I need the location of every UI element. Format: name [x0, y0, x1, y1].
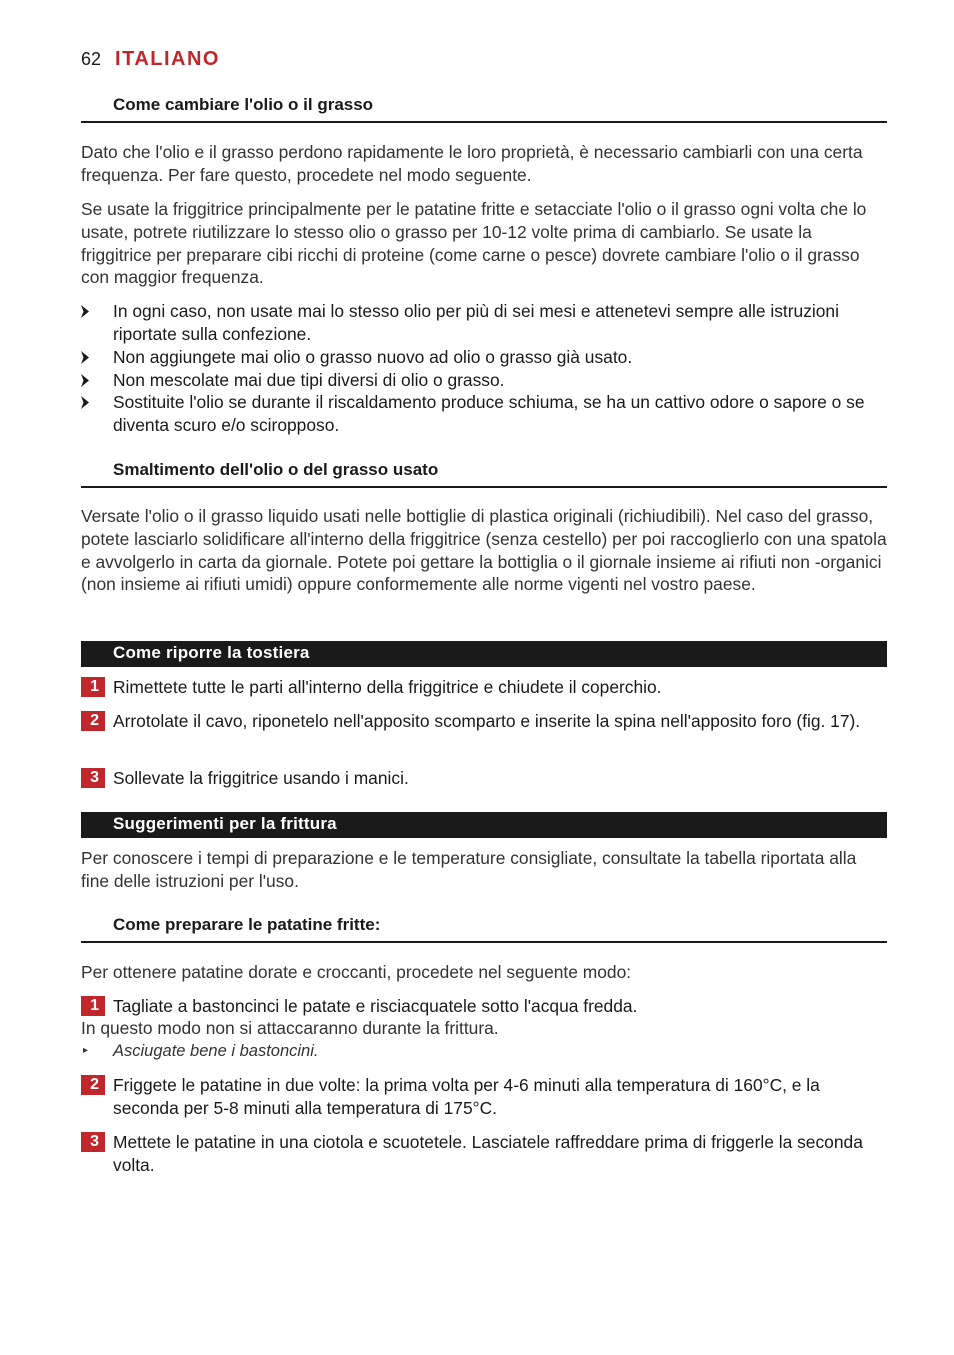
step-number-badge: 2	[81, 1075, 105, 1095]
paragraph: Versate l'olio o il grasso liquido usati nelle bottiglie di plastica originali (richiudibili). Nel caso del grasso, potete lasciarlo solidificare all'interno della friggitrice (senza cestello) per poi raccoglierlo con una spatola e avvolgerlo in carta da giornale. Potete poi gettare la bottiglia o il giornale insieme ai rifiuti non -organici (non insieme ai rifiuti umidi) oppure conformemente alle norme vigenti nel vostro paese.	[81, 506, 887, 595]
list-item	[81, 346, 887, 369]
step-item	[81, 710, 887, 733]
list-item-text: Sostituite l'olio se durante il riscaldamento produce schiuma, se ha un cattivo odore o sapore o se diventa scuro e/o sciropposo.	[113, 392, 865, 435]
step-item	[81, 995, 887, 1018]
page-number: 62	[81, 49, 102, 69]
section-heading-fries	[81, 915, 887, 945]
bullet-arrow-icon	[81, 374, 89, 387]
step-text: Tagliate a bastoncinci le patate e risciacquatele sotto l'acqua fredda.	[113, 996, 638, 1016]
bullet-arrow-icon	[81, 351, 89, 364]
section-heading-tips	[81, 812, 887, 838]
section-heading-disposal	[81, 460, 887, 490]
bullet-arrow-icon	[81, 396, 89, 409]
step-text: Mettete le patatine in una ciotola e scuotetele. Lasciatele raffreddare prima di friggerle la seconda volta.	[113, 1132, 863, 1175]
list-item-text: In ogni caso, non usate mai lo stesso olio per più di sei mesi e attenetevi sempre alle istruzioni riportate sulla confezione.	[113, 301, 839, 344]
list-item-text: Non mescolate mai due tipi diversi di olio o grasso.	[113, 370, 505, 390]
bullet-arrow-icon	[81, 305, 89, 318]
step-item	[81, 676, 887, 699]
heading-rule	[81, 941, 887, 943]
step-text: Arrotolate il cavo, riponetelo nell'apposito scomparto e inserite la spina nell'apposito foro (fig. 17).	[113, 711, 861, 731]
step-text: Friggete le patatine in due volte: la prima volta per 4-6 minuti alla temperatura di 160°C, e la seconda per 5-8 minuti alla temperatura di 175°C.	[113, 1075, 820, 1118]
list-item	[81, 391, 887, 437]
step-number-badge: 2	[81, 711, 105, 731]
section-title: Come cambiare l'olio o il grasso	[113, 95, 374, 114]
sub-step-text: Asciugate bene i bastoncini.	[113, 1042, 319, 1060]
step-item	[81, 767, 887, 790]
section-title: Come riporre la tostiera	[113, 643, 310, 662]
step-item	[81, 1074, 887, 1120]
step-text: Rimettete tutte le parti all'interno della friggitrice e chiudete il coperchio.	[113, 677, 662, 697]
list-item-text: Non aggiungete mai olio o grasso nuovo ad olio o grasso già usato.	[113, 347, 633, 367]
heading-rule	[81, 486, 887, 488]
list-item	[81, 300, 887, 346]
section-title: Come preparare le patatine fritte:	[113, 915, 381, 934]
step-note: In questo modo non si attaccaranno durante la frittura.	[81, 1018, 499, 1038]
heading-rule	[81, 121, 887, 123]
sub-step	[81, 1040, 887, 1062]
paragraph: Per conoscere i tempi di preparazione e le temperature consigliate, consultate la tabella riportata alla fine delle istruzioni per l'uso.	[81, 848, 857, 891]
section-title: Suggerimenti per la frittura	[113, 814, 337, 833]
small-arrow-icon: ▸	[83, 1045, 89, 1056]
paragraph: Dato che l'olio e il grasso perdono rapidamente le loro proprietà, è necessario cambiarli con una certa frequenza. Per fare questo, procedete nel modo seguente.	[81, 142, 863, 185]
section-title: Smaltimento dell'olio o del grasso usato	[113, 460, 439, 479]
language-label: ITALIANO	[115, 48, 220, 70]
paragraph: Se usate la friggitrice principalmente per le patatine fritte e setacciate l'olio o il grasso ogni volta che lo usate, potrete riutilizzare lo stesso olio o grasso per 10-12 volte prima di cambiarlo. Se usate la friggitrice per preparare cibi ricchi di proteine (come carne o pesce) dovrete cambiare l'olio o il grasso con maggior frequenza.	[81, 199, 867, 288]
page-header	[81, 48, 220, 74]
step-number-badge: 3	[81, 768, 105, 788]
step-number-badge: 3	[81, 1132, 105, 1152]
step-text: Sollevate la friggitrice usando i manici.	[113, 768, 409, 788]
step-item	[81, 1131, 887, 1177]
step-number-badge: 1	[81, 996, 105, 1016]
paragraph: Per ottenere patatine dorate e croccanti, procedete nel seguente modo:	[81, 962, 632, 982]
step-number-badge: 1	[81, 677, 105, 697]
section-heading-storage	[81, 641, 887, 667]
list-item	[81, 369, 887, 392]
section-heading-change-oil	[81, 95, 887, 125]
